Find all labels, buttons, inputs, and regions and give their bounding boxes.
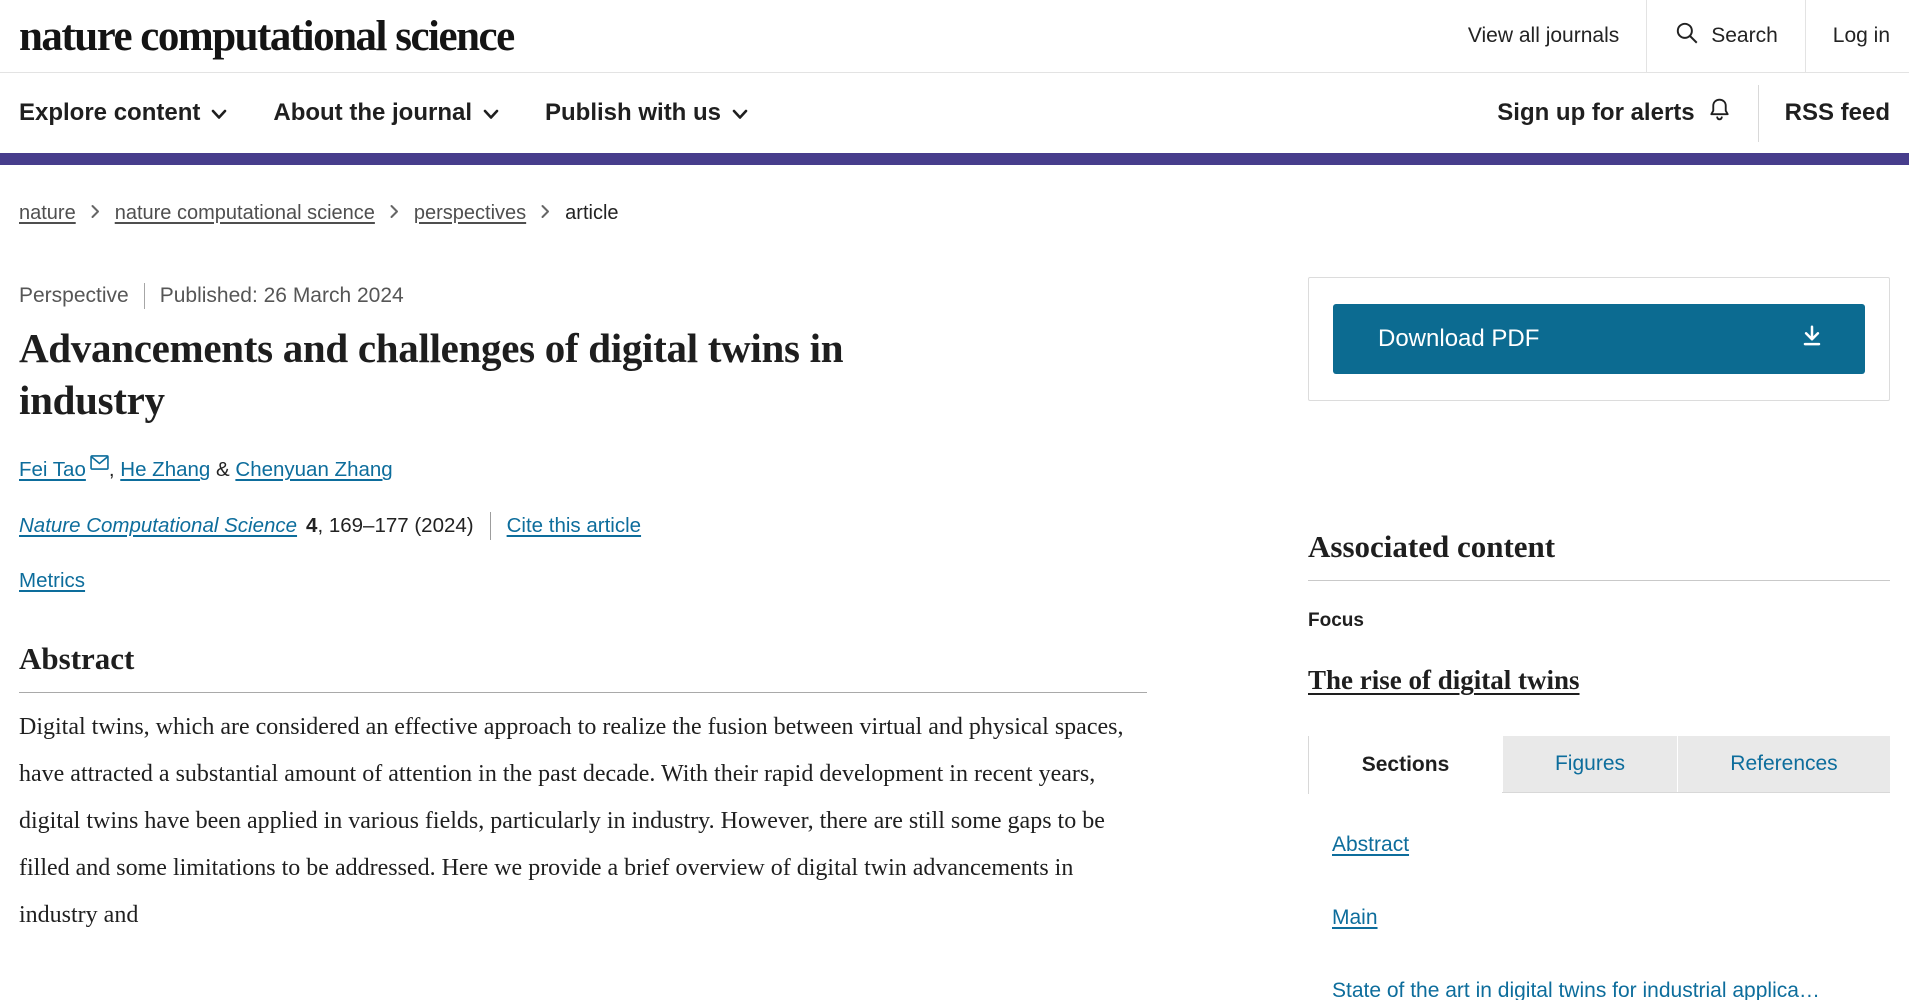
login-link[interactable] [1806,0,1909,72]
article-meta [19,283,1154,309]
content-grid [19,225,1890,1000]
search-button[interactable] [1647,0,1805,72]
journal-logo[interactable]: nature computational science [19,12,514,60]
nav-right [1497,85,1890,142]
breadcrumb [19,202,1890,225]
email-icon[interactable] [90,452,109,476]
search-icon [1674,20,1700,52]
author-link-fei-tao[interactable]: Fei Tao [19,458,86,482]
author-list [19,452,1154,482]
breadcrumb-current: article [565,202,619,224]
tab-figures-label: Figures [1554,752,1626,775]
nav-about-journal-label: About the journal [273,99,473,126]
breadcrumb-journal[interactable]: nature computational science [114,202,375,224]
citation-pages: , 169–177 (2024) [317,514,474,538]
site-header [0,0,1909,73]
author-link-he-zhang[interactable]: He Zhang [120,458,211,482]
section-link-state-of-the-art[interactable]: State of the art in digital twins for industrial applica… [1332,979,1820,1000]
page-title: Advancements and challenges of digital twins in industry [19,325,844,423]
tab-references[interactable] [1677,736,1890,792]
section-link-main[interactable]: Main [1332,906,1378,929]
associated-content-heading: Associated content [1308,529,1556,564]
divider [1308,580,1890,581]
rss-feed-link[interactable] [1785,99,1890,127]
nav-explore-content[interactable] [19,99,227,127]
focus-label: Focus [1308,610,1364,631]
journal-nav [0,73,1909,153]
breadcrumb-nature[interactable]: nature [19,202,76,224]
article-main [19,225,1154,1000]
chevron-down-icon [732,99,748,127]
nav-publish-with-us-label: Publish with us [545,99,722,126]
list-item [1332,832,1890,860]
journal-link[interactable]: Nature Computational Science [19,514,298,538]
cite-this-article-link[interactable]: Cite this article [506,514,642,538]
nav-explore-content-label: Explore content [19,99,201,126]
login-label: Log in [1832,24,1890,47]
sidebar-tabs [1308,736,1890,793]
article-sidebar [1308,225,1890,1000]
chevron-right-icon [91,202,100,225]
download-pdf-card [1308,277,1890,401]
list-item [1332,978,1890,1000]
metrics-row [19,569,1154,593]
section-links-list [1308,832,1890,1000]
header-actions [1441,0,1909,72]
download-icon [1799,323,1825,356]
download-pdf-button[interactable] [1333,304,1865,374]
search-label: Search [1711,24,1778,47]
article-type-label: Perspective [19,284,129,307]
metrics-link[interactable]: Metrics [19,569,86,593]
abstract-text: Digital twins, which are considered an effective approach to realize the fusion between virtual and physical spaces, have attracted a substantial amount of attention in the past decade. With their rapid development in recent years, digital twins have been applied in various fields, particularly in industry. However, there are still some gaps to be filled and some limitations to be addressed. Here we provide a brief overview of digital twin advancements in industry and [19,714,1124,929]
signup-alerts-label: Sign up for alerts [1497,99,1695,126]
nav-publish-with-us[interactable] [545,99,748,127]
focus-collection-link[interactable]: The rise of digital twins [1308,665,1580,695]
nav-about-journal[interactable] [273,99,499,127]
divider [144,283,145,309]
tab-sections-label: Sections [1361,753,1450,776]
breadcrumb-perspectives[interactable]: perspectives [413,202,527,224]
author-ampersand: & [216,458,230,482]
tab-references-label: References [1730,752,1838,775]
page-body [0,202,1909,1000]
published-date: Published: 26 March 2024 [159,284,404,307]
tab-sections[interactable] [1308,736,1502,794]
nav-menu [19,99,748,127]
author-link-chenyuan-zhang[interactable]: Chenyuan Zhang [235,458,393,482]
chevron-right-icon [390,202,399,225]
section-link-abstract[interactable]: Abstract [1332,833,1410,856]
chevron-down-icon [483,99,499,127]
tab-figures[interactable] [1502,736,1677,792]
bell-icon [1707,96,1732,130]
chevron-right-icon [541,202,550,225]
divider [19,692,1147,693]
author-separator: , [108,458,115,482]
abstract-heading: Abstract [19,641,135,677]
citation-volume: 4 [306,514,318,538]
view-all-journals-link[interactable] [1441,0,1646,72]
rss-feed-label: RSS feed [1784,99,1890,126]
list-item [1332,905,1890,933]
divider [1758,85,1759,142]
chevron-down-icon [211,99,227,127]
view-all-journals-label: View all journals [1467,24,1620,47]
brand-color-bar [0,153,1909,165]
signup-alerts-link[interactable] [1497,96,1731,130]
divider [490,512,491,540]
citation-row [19,512,1154,540]
download-pdf-label: Download PDF [1378,325,1540,352]
